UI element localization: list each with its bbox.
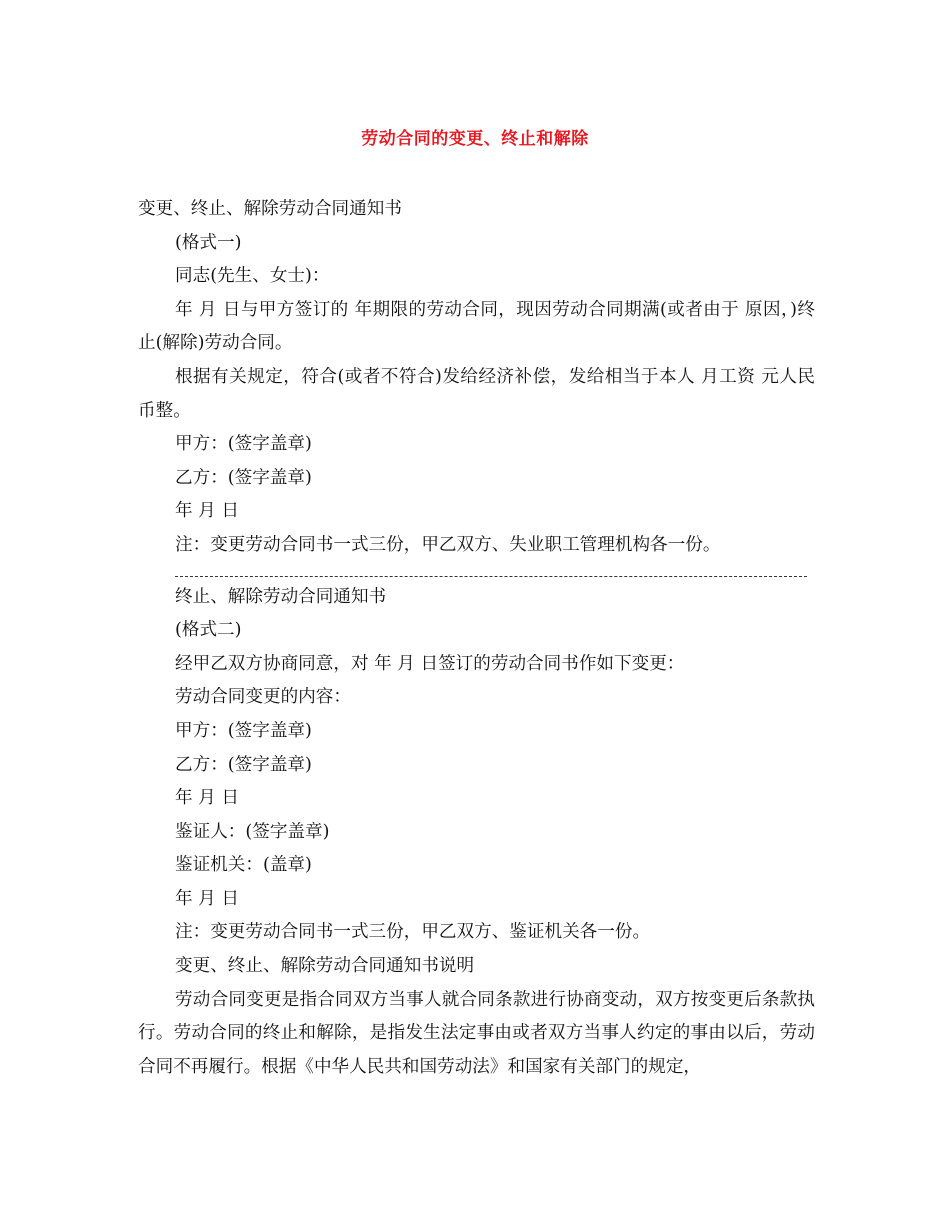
section2-witness: 鉴证人：(签字盖章) <box>175 821 330 842</box>
section2-intro: 经甲乙双方协商同意，对 年 月 日签订的劳动合同书作如下变更： <box>175 653 685 674</box>
section1-date: 年 月 日 <box>175 501 239 522</box>
section2-content-label: 劳动合同变更的内容： <box>175 687 351 708</box>
section2-format: (格式二) <box>175 620 242 641</box>
page-title: 劳动合同的变更、终止和解除 <box>361 129 589 149</box>
section1-party-b: 乙方：(签字盖章) <box>175 467 312 488</box>
section2-witness-org: 鉴证机关：(盖章) <box>175 855 312 876</box>
section2-party-b: 乙方：(签字盖章) <box>175 754 312 775</box>
section-divider <box>175 551 807 577</box>
explanation-paragraph: 劳动合同变更是指合同双方当事人就合同条款进行协商变动，双方按变更后条款执行。劳动合同的终止和解除，是指发生法定事由或者双方当事人约定的事由以后，劳动合同不再履行。根据《中华人民共和国劳动法》和国家有关部门的规定， <box>138 989 815 1077</box>
section1-note: 注：变更劳动合同书一式三份，甲乙双方、失业职工管理机构各一份。 <box>175 534 721 555</box>
section2-note: 注：变更劳动合同书一式三份，甲乙双方、鉴证机关各一份。 <box>175 922 651 943</box>
document-body <box>138 193 815 1084</box>
section1-heading: 变更、终止、解除劳动合同通知书 <box>138 199 402 219</box>
section2-party-a: 甲方：(签字盖章) <box>175 720 312 741</box>
section1-party-a: 甲方：(签字盖章) <box>175 434 312 455</box>
section2-date: 年 月 日 <box>175 788 239 809</box>
explanation-heading: 变更、终止、解除劳动合同通知书说明 <box>175 956 475 977</box>
section1-paragraph-1: 年 月 日与甲方签订的 年期限的劳动合同，现因劳动合同期满(或者由于 原因，)终止(解除)劳动合同。 <box>138 299 815 354</box>
section1-salutation: 同志(先生、女士)： <box>175 266 330 287</box>
section1-format: (格式一) <box>175 232 242 253</box>
section1-paragraph-2: 根据有关规定，符合(或者不符合)发给经济补偿，发给相当于本人 月工资 元人民币整。 <box>138 366 815 421</box>
section2-date-2: 年 月 日 <box>175 888 239 909</box>
section2-heading: 终止、解除劳动合同通知书 <box>175 586 387 607</box>
